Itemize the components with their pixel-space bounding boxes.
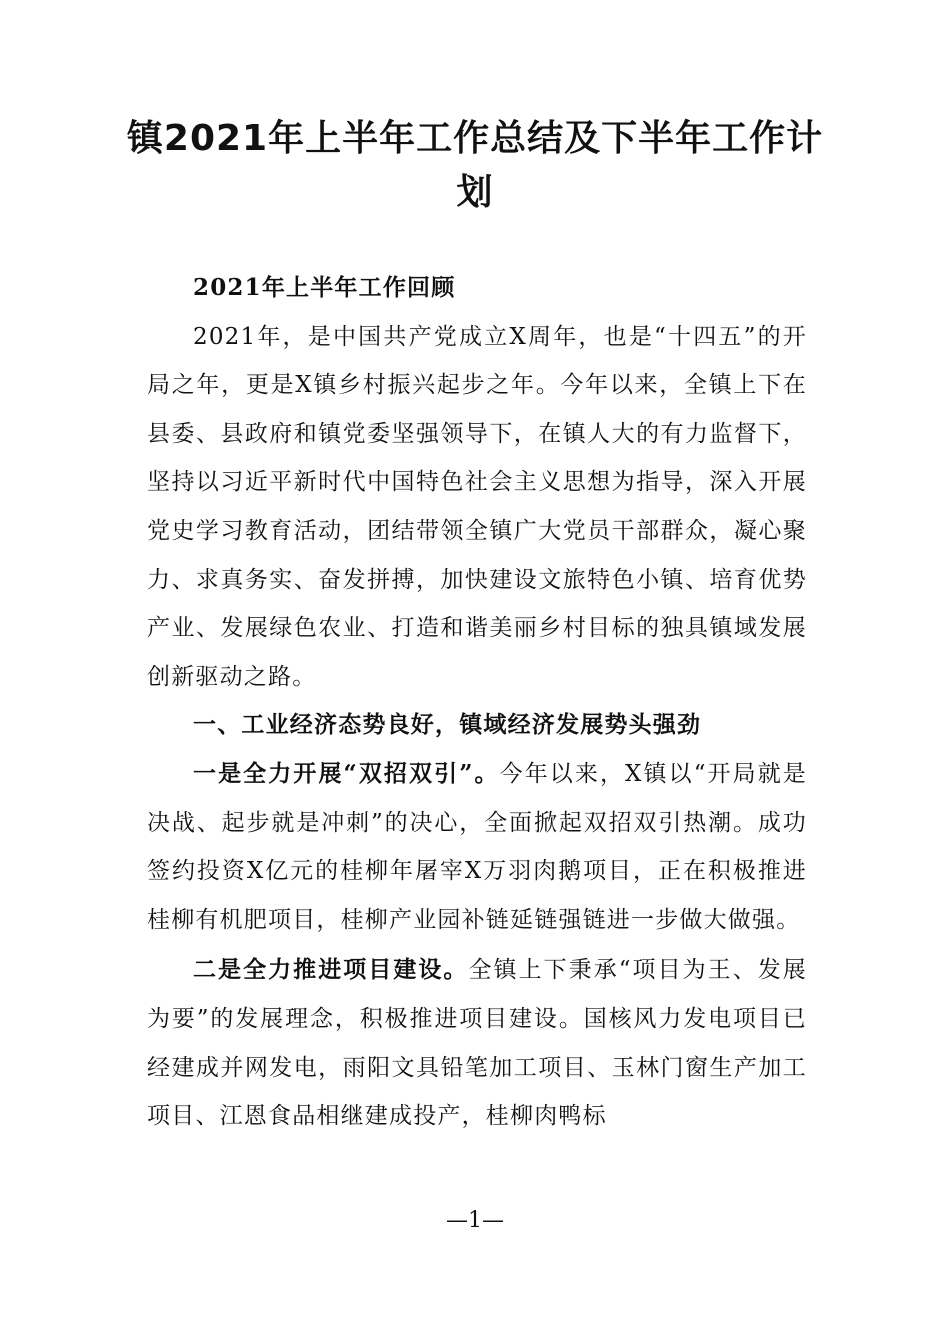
paragraph-double-recruitment [147, 750, 807, 944]
document-title: 镇2021年上半年工作总结及下半年工作计划 [126, 118, 824, 213]
paragraph-text: 今年以来，X镇以“开局就是决战、起步就是冲刺”的决心，全面掀起双招双引热潮。成功签约投资X亿元的桂柳年屠宰X万羽肉鹅项目，正在积极推进桂柳有机肥项目，桂柳产业园补链延链强链进一步做大做强。 [147, 760, 807, 933]
intro-paragraph: 2021年，是中国共产党成立X周年，也是“十四五”的开局之年，更是X镇乡村振兴起步之年。今年以来，全镇上下在县委、县政府和镇党委坚强领导下，在镇人大的有力监督下，坚持以习近平新时代中国特色社会主义思想为指导，深入开展党史学习教育活动，团结带领全镇广大党员干部群众，凝心聚力、求真务实、奋发拼搏，加快建设文旅特色小镇、培育优势产业、发展绿色农业、打造和谐美丽乡村目标的独具镇域发展创新驱动之路。 [147, 323, 807, 690]
paragraph-lead: 二是全力推进项目建设。 [193, 956, 469, 984]
page-number: —1— [446, 1208, 504, 1233]
paragraph-lead: 一是全力开展“双招双引”。 [193, 759, 500, 787]
section-heading: 2021年上半年工作回顾 [193, 274, 456, 301]
document-body [147, 264, 807, 1141]
subheading-industry: 一、工业经济态势良好，镇域经济发展势头强劲 [193, 711, 702, 739]
paragraph-project-construction [147, 946, 807, 1140]
paragraph-text: 全镇上下秉承“项目为王、发展为要”的发展理念，积极推进项目建设。国核风力发电项目已经建成并网发电，雨阳文具铅笔加工项目、玉林门窗生产加工项目、江恩食品相继建成投产，桂柳肉鸭标 [147, 957, 808, 1130]
